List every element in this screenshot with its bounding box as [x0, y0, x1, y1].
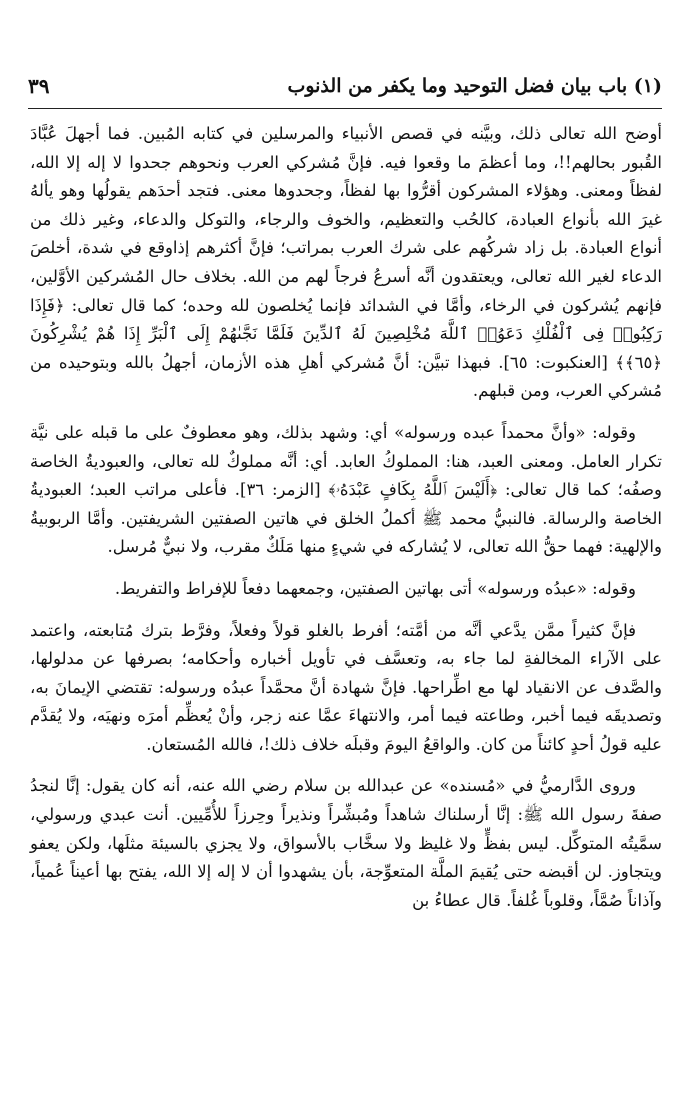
page-header [28, 66, 662, 106]
paragraph-4: فإنَّ كثيراً ممَّن يدَّعي أنَّه من أمَّته؛ أفرط بالغلو قولاً وفعلاً، وفرَّط بترك مُتابعته، واعتمد على الآراء المخالفةِ لما جاء به، وتعسَّف في تأويل أخباره وأحكامه؛ بصرفها عن مدلولها، والصَّدف عن الانقياد لها مع اطِّراحها. فإنَّ شهادة أنَّ محمَّداً عبدُه ورسوله: تقتضي الإيمانَ به، وتصديقَه فيما أخبر، وطاعته فيما أمر، والانتهاءَ عمَّا عنه زجر، وأنْ يُعظِّم أمرَه ونهيَه، ولا يُقدَّم عليه قولُ أحدٍ كائناً من كان. والواقعُ اليومَ وقبلَه خلاف ذلك!، فالله المُستعان. [30, 620, 662, 754]
paragraph-2: وقوله: «وأنَّ محمداً عبده ورسوله» أي: وشهد بذلك، وهو معطوفٌ على ما قبله على نيَّة تكرار العامل. ومعنى العبد، هنا: المملوكُ العابد. أي: أنَّه مملوكٌ لله تعالى، والعبوديةُ الخاصة وصفُه؛ كما قال تعالى: ﴿أَلَيْسَ ٱللَّهُ بِكَافٍ عَبْدَهُۥ﴾ [الزمر: ٣٦]. فأعلى مراتب العبد؛ العبوديةُ الخاصة والرسالة. فالنبيُّ محمد ﷺ أكملُ الخلق في هاتين الصفتين الشريفتين. وأمَّا الربوبيةُ والإلهية: فهما حقُّ الله تعالى، لا يُشاركه في شيءٍ منها مَلَكٌ مقرب، ولا نبيٌّ مُرسل. [30, 422, 662, 557]
paragraph-1: أوضح الله تعالى ذلك، وبيَّنه في قصص الأنبياء والمرسلين في كتابه المُبين. فما أجهلَ عُبَّادَ القُبور بحالهم!!، وما أعظمَ ما وقعوا فيه. فإنَّ مُشركي العرب ونحوهم جحدوا لا إله إلا الله، لفظاً ومعنى. وهؤلاء المشركون أقرُّوا بها لفظاً، وجحدوها معنى. فتجد أحدَهم يقولُها وهو يألهُ غيرَ الله بأنواع العبادة، كالحُب والتعظيم، والخوف والرجاء، والتوكل والدعاء، وغير ذلك من أنواع العبادة. بل زاد شركُهم على شرك العرب بمراتب؛ فإنَّ أكثرهم إذاوقع في شدة، أخلصَ الدعاء لغير الله تعالى، ويعتقدون أنَّه أسرعُ فرجاً لهم من الله. بخلاف حال المُشركين الأوَّلين، فإنهم يُشركون في الرخاء، وأمَّا في الشدائد فإنما يُخلصون لله وحده؛ كما قال تعالى: ﴿فَإِذَا رَكِبُوا۟ فِى ٱلْفُلْكِ دَعَوُا۟ ٱللَّهَ مُخْلِصِينَ لَهُ ٱلدِّينَ فَلَمَّا نَجَّىٰهُمْ إِلَى ٱلْبَرِّ إِذَا هُمْ يُشْرِكُونَ ﴿٦٥﴾﴾ [العنكبوت: ٦٥]. فبهذا تبيَّن: أنَّ مُشركي أهلِ هذه الأزمان، أجهلُ بالله وبتوحيده من مُشركي العرب، ومن قبلهم. [30, 124, 662, 401]
chapter-title: (١) باب بيان فضل التوحيد وما يكفر من الذنوب [287, 75, 662, 97]
page-body [30, 120, 662, 915]
header-divider [28, 108, 662, 109]
page-number: ٣٩ [28, 74, 50, 98]
paragraph-5: وروى الدَّارميُّ في «مُسنده» عن عبدالله بن سلام رضي الله عنه، أنه كان يقول: إنَّا لنجدُ صفةَ رسول الله ﷺ: إنَّا أرسلناك شاهداً ومُبشِّراً ونذيراً وحِرزاً للأُمِّيين. أنت عبدي ورسولي، سمَّيتُه المتوكِّل. ليس بفظٍّ ولا غليظ ولا سخَّاب بالأسواق، ولا يجزي بالسيئة مثلَها، ولكن يعفو ويتجاوز. لن أقبضه حتى يُقيمَ الملَّة المتعوِّجة، بأن يشهدوا أن لا إله إلا الله، يفتح بها أعيناً عُمياً، وآذاناً صُمَّاً، وقلوباً غُلفاً. قال عطاءُ بن [30, 776, 662, 910]
paragraph-3: وقوله: «عبدُه ورسوله» أتى بهاتين الصفتين، وجمعهما دفعاً للإفراط والتفريط. [114, 578, 636, 598]
